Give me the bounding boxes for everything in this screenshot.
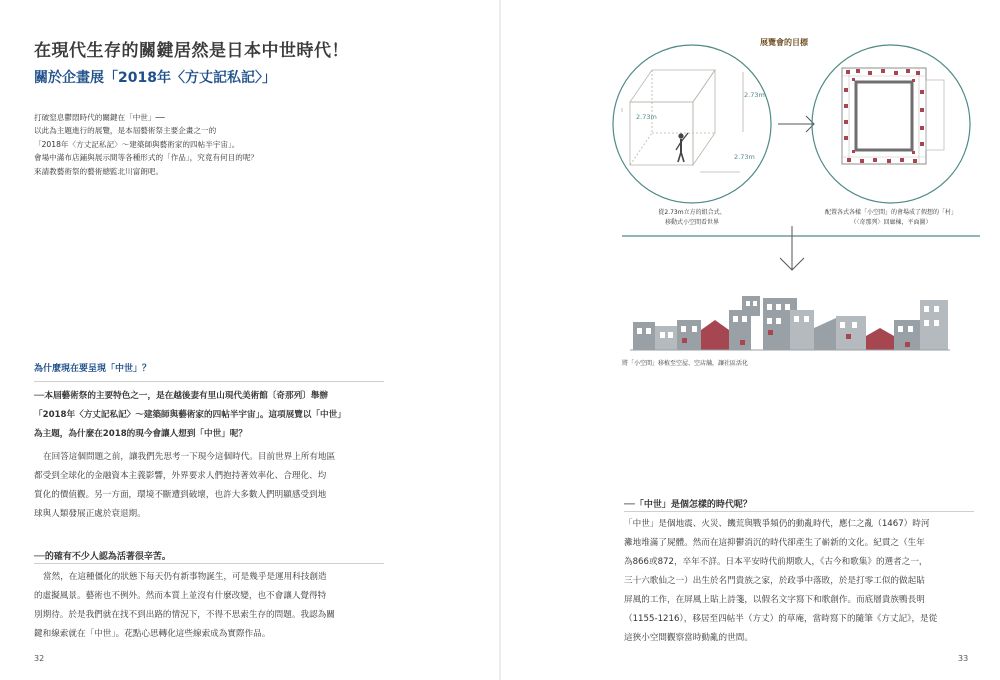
page-number-left: 32 (34, 654, 45, 663)
intro-line: 以此為主題進行的展覽，是本屆藝術祭主要企畫之一的 (34, 126, 217, 136)
arrow-down-icon (780, 226, 804, 270)
intro-line: 會場中滿布店鋪與展示間等各種形式的「作品」，究竟有何目的呢？ (34, 153, 259, 163)
answer-line: 三十六歌仙之一）出生於名門貴族之家，於政爭中落敗，於是打零工似的做起貼 (624, 576, 925, 586)
intro-text (34, 111, 334, 178)
book-gutter (499, 0, 501, 680)
right-caption-line: （〈奇那列〉回廊棟，平面圖） (850, 219, 932, 226)
question-line: 為主題，為什麼在2018的現今會讓人想到「中世」呢？ (34, 429, 247, 439)
answer-line: 在回答這個問題之前，讓我們先思考一下現今這個時代。目前世界上所有地區 (43, 452, 336, 462)
intro-line: 來請教藝術祭的藝術總監北川富朗吧。 (34, 166, 164, 176)
dim-label-c: 2.73m (734, 153, 755, 161)
floorplan-drawing (842, 68, 944, 164)
answer-line: 這狹小空間觀察當時動亂的世間。 (624, 633, 753, 643)
question-2: ──的確有不少人認為活著很辛苦。 (34, 552, 171, 562)
answer-1 (34, 448, 335, 524)
answer-line: 灘地堆滿了屍體。然而在這抑鬱消沉的時代卻產生了嶄新的文化。紀貫之（生年 (624, 538, 925, 548)
person-icon (676, 133, 688, 162)
streetscape-caption: 將「小空間」移植至空屋、空店舖，讓社區活化 (622, 360, 749, 367)
diagram-title: 展覽會的目標 (760, 38, 808, 47)
exhibition-diagram (600, 0, 1000, 380)
answer-line: 質化的價值觀。另一方面，環境不斷遭到破壞，也許大多數人們明顯感受到地 (34, 490, 327, 500)
question-3: ──「中世」是個怎樣的時代呢？ (624, 500, 752, 510)
question-line: ──本屆藝術祭的主要特色之一，是在越後妻有里山現代美術館〔奇那列〕舉辦 (34, 391, 328, 401)
answer-line: （1155-1216），移居至四帖半（方丈）的草庵，當時寫下的隨筆《方丈記》，是從 (624, 614, 938, 624)
answer-3 (624, 515, 937, 648)
question-1 (34, 387, 346, 444)
answer-line: 別期待。於是我們就在找不到出路的情況下，不得不思索生存的問題。我認為關 (34, 610, 335, 620)
section-divider (34, 381, 384, 382)
question-divider (34, 563, 384, 564)
answer-line: 鍵和線索就在「中世」。花點心思轉化這些線索成為實際作品。 (34, 629, 271, 639)
page-number-right: 33 (958, 654, 969, 663)
intro-line: 「2018年〈方丈記私記〉～建築師與藝術家的四帖半宇宙」。 (34, 139, 240, 149)
answer-2 (34, 568, 335, 644)
section-heading: 為什麼現在要呈現「中世」？ (34, 364, 152, 374)
streetscape (630, 296, 950, 350)
answer-line: 為866或872，卒年不詳。日本平安時代前期歌人，《古今和歌集》的選者之一， (624, 557, 928, 567)
question-divider-right (624, 511, 974, 512)
left-caption-line: 從2.73m立方的組合式、 (658, 209, 726, 216)
right-caption-line: 配置各式各樣「小空間」的會場成了假想的「村」 (824, 209, 958, 216)
answer-line: 都受到全球化的金融資本主義影響，外界要求人們抱持著效率化、合理化、均 (34, 471, 327, 481)
answer-line: 的虛擬風景。藝術也不例外。然而本質上並沒有什麼改變，也不會讓人覺得特 (34, 591, 327, 601)
answer-line: 球與人類發展正處於衰退期。 (34, 509, 146, 519)
question-line: 「2018年〈方丈記私記〉～建築師與藝術家的四帖半宇宙」。這項展覽以「中世」 (34, 410, 346, 420)
intro-line: 打破窒息鬱悶時代的關鍵在「中世」── (34, 113, 165, 122)
page-subtitle: 關於企畫展「2018年〈方丈記私記〉」 (34, 70, 276, 86)
dim-label-a: 2.73m (636, 113, 657, 121)
page-title: 在現代生存的關鍵居然是日本中世時代！ (34, 41, 349, 61)
answer-line: 屏風的工作，在屏風上貼上詩箋，以假名文字寫下和歌創作。而底層貴族鴨長明 (624, 595, 925, 605)
cube-circle (613, 45, 771, 203)
arrow-right-icon (778, 116, 814, 132)
floorplan-circle (812, 45, 970, 203)
answer-line: 「中世」是個地震、火災、饑荒與戰爭頻仍的動亂時代，應仁之亂（1467）時河 (624, 519, 930, 529)
dim-label-b: 2.73m (744, 91, 765, 99)
answer-line: 當然，在這種僵化的狀態下每天仍有新事物誕生，可是幾乎是運用科技創造 (43, 572, 327, 582)
left-caption-line: 移動式小空間看世界 (664, 219, 720, 226)
